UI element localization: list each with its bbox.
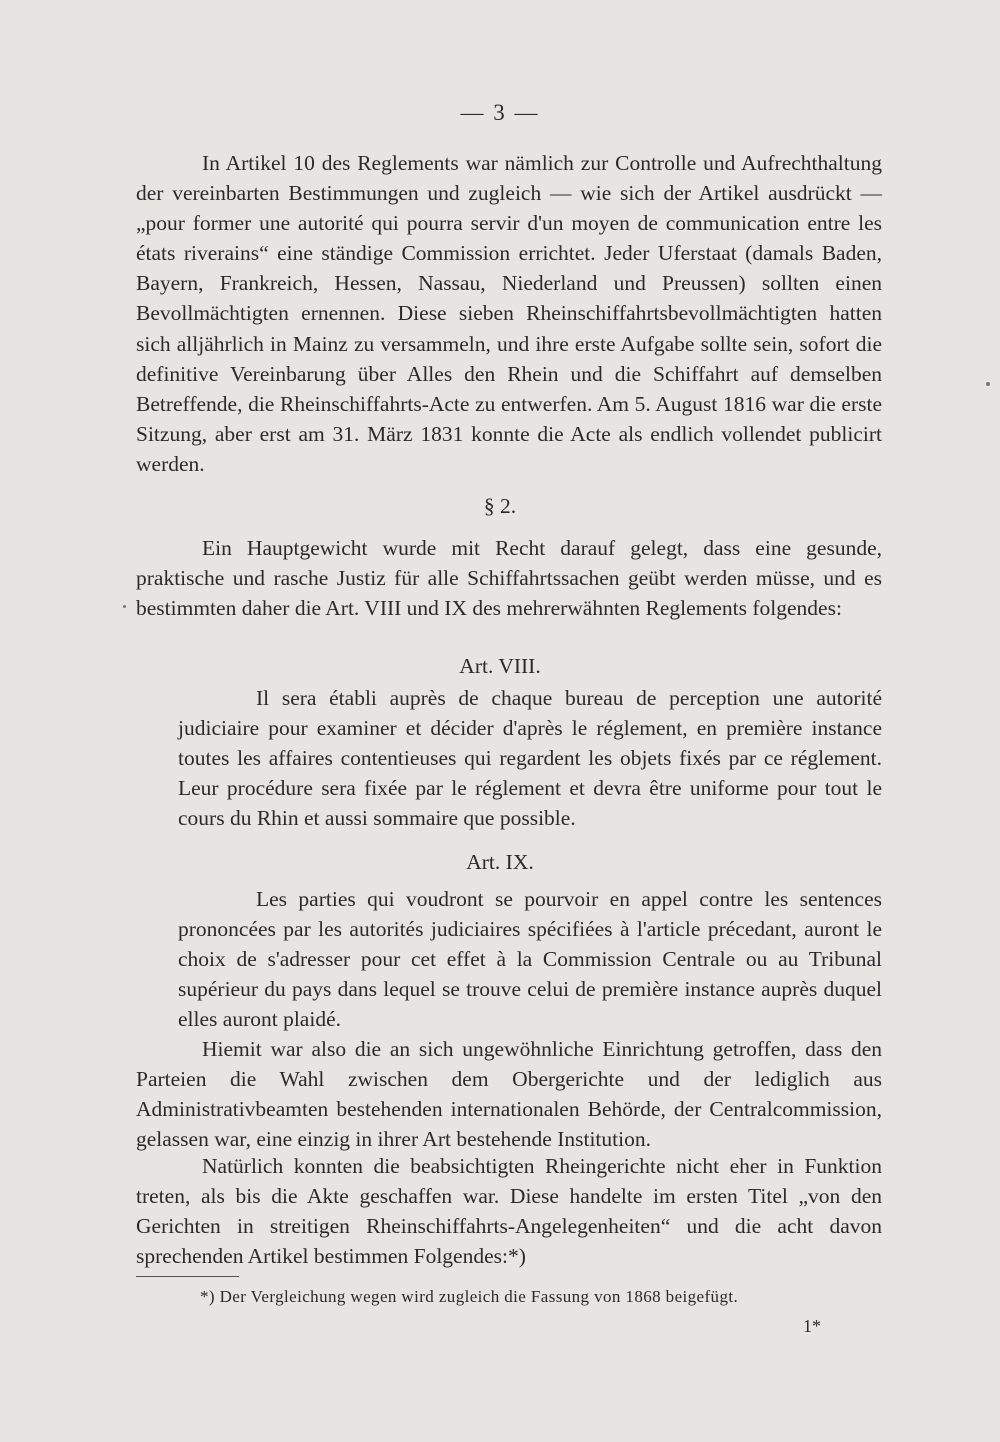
article-8-quote — [178, 683, 882, 833]
article-9-text: Les parties qui voudront se pourvoir en appel contre les sentences prononcées par les autorités judiciaires spécifiées à l'article précedant, auront le choix de s'adresser pour cet effet à la Commission Centrale ou au Tribunal supérieur du pays dans lequel se trouve celui de première instance auprès duquel elles auront plaidé. — [178, 887, 882, 1032]
article-9-quote — [178, 884, 882, 1034]
paragraph-einrichtung — [136, 1034, 882, 1154]
page-number: — 3 — — [460, 100, 540, 125]
paragraph-justiz — [136, 533, 882, 623]
paragraph-text: Natürlich konnten die beabsichtigten Rheingerichte nicht eher in Funktion treten, als bis die Akte geschaffen war. Diese handelte im ersten Titel „von den Gerichten in streitigen Rheinschiffahrts-Angelegenheiten“ und die acht davon sprechenden Artikel bestimmen Folgendes:*) — [136, 1154, 882, 1269]
signature-mark: 1* — [803, 1316, 821, 1336]
section-heading: § 2. — [483, 494, 517, 518]
paragraph-text: In Artikel 10 des Reglements war nämlich zur Controlle und Aufrechthaltung der vereinbarten Bestimmungen und zugleich — wie sich der Artikel ausdrückt — „pour former une autorité qui pourra servir d'un moyen de communication entre les états riverains“ eine ständige Commission errichtet. Jeder Uferstaat (damals Baden, Bayern, Frankreich, Hessen, Nassau, Niederland und Preussen) sollten einen Bevollmächtigten ernennen. Diese sieben Rheinschiffahrtsbevollmächtigten hatten sich alljährlich in Mainz zu versammeln, und ihre erste Aufgabe sollte sein, sofort die definitive Vereinbarung über Alles den Rhein und die Schiffahrt auf demselben Betreffende, die Rheinschiffahrts-Acte zu entwerfen. Am 5. August 1816 war die erste Sitzung, aber erst am 31. März 1831 konnte die Acte als endlich vollendet publicirt werden. — [136, 151, 882, 476]
paragraph-rheingerichte — [136, 1151, 882, 1271]
paragraph-text: Ein Hauptgewicht wurde mit Recht darauf gelegt, dass eine gesunde, praktische und rasche Justiz für alle Schiffahrtssachen geübt werden müsse, und es bestimmten daher die Art. VIII und IX des mehrerwähnten Reglements folgendes: — [136, 536, 882, 621]
footnote: *) Der Vergleichung wegen wird zugleich die Fassung von 1868 beigefügt. — [200, 1287, 739, 1306]
article-9-heading: Art. IX. — [466, 850, 534, 874]
article-8-text: Il sera établi auprès de chaque bureau de perception une autorité judiciaire pour examiner et décider d'après le réglement, en première instance toutes les affaires contentieuses qui regardent les objets fixés par ce réglement. Leur procédure sera fixée par le réglement et devra être uniforme pour tout le cours du Rhin et aussi sommaire que possible. — [178, 686, 882, 831]
footnote-divider — [136, 1276, 239, 1277]
paragraph-text: Hiemit war also die an sich ungewöhnliche Einrichtung getroffen, dass den Parteien die Wahl zwischen dem Obergerichte und der lediglich aus Administrativbeamten bestehenden internationalen Behörde, der Centralcommission, gelassen war, eine einzig in ihrer Art bestehende Institution. — [136, 1037, 882, 1152]
paper-speck — [986, 382, 990, 386]
article-8-heading: Art. VIII. — [459, 654, 541, 678]
paper-speck — [123, 605, 126, 608]
paragraph-reglement-article-10 — [136, 148, 882, 479]
